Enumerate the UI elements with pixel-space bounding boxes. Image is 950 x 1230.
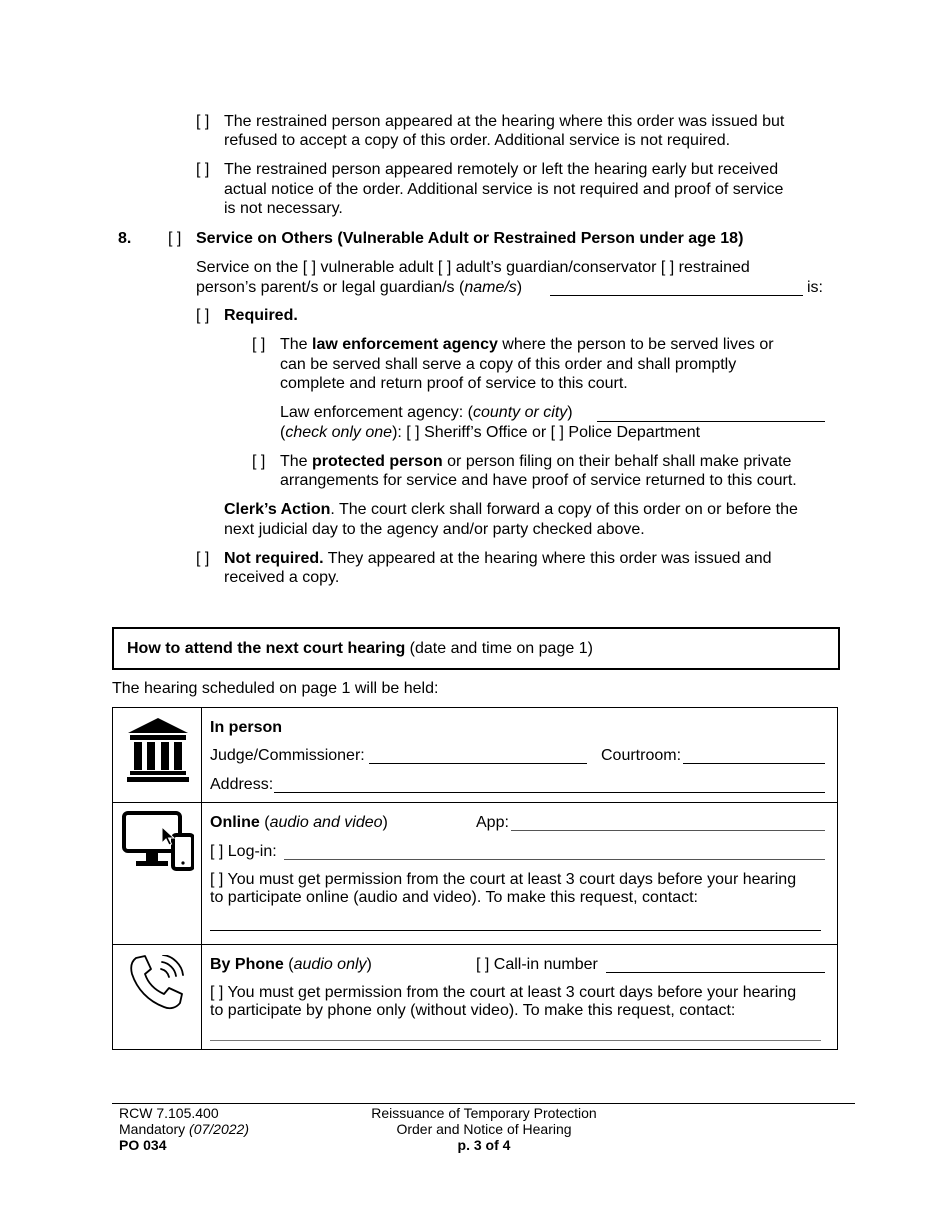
icon-cell — [113, 803, 202, 945]
courtroom-label: Courtroom: — [601, 747, 682, 764]
address-label: Address: — [210, 776, 274, 793]
text-line: is not necessary. — [224, 200, 343, 217]
text-line: The law enforcement agency where the person to be served lives or — [280, 336, 774, 353]
footer-mandatory: Mandatory (07/2022) — [119, 1121, 249, 1137]
phone-title: By Phone (audio only) — [210, 956, 372, 973]
guardian-name-line: person’s parent/s or legal guardian/s (name/s) — [196, 279, 523, 296]
login-label[interactable]: [ ] Log-in: — [210, 843, 277, 860]
courtroom-field[interactable] — [683, 746, 825, 764]
online-title: Online (audio and video) — [210, 814, 388, 831]
attend-heading-box — [112, 627, 840, 670]
text-line: arrangements for service and have proof of service returned to this court. — [280, 472, 797, 489]
section-number: 8. — [118, 230, 132, 247]
footer-doc-title: Reissuance of Temporary Protection — [371, 1105, 597, 1121]
text-line: complete and return proof of service to this court. — [280, 375, 628, 392]
text-line: can be served shall serve a copy of this order and shall promptly — [280, 356, 737, 373]
courthouse-icon — [127, 718, 189, 782]
callin-field[interactable] — [606, 955, 825, 973]
checkbox-protected-person[interactable]: [ ] — [252, 453, 266, 470]
footer-doc-title: Order and Notice of Hearing — [396, 1121, 572, 1137]
online-permission-line[interactable]: [ ] You must get permission from the court at least 3 court days before your hearing — [210, 871, 797, 888]
phone-cell — [202, 945, 838, 1050]
checkbox-not-required[interactable]: [ ] — [196, 550, 210, 567]
in-person-cell — [202, 708, 838, 803]
service-targets-line: Service on the [ ] vulnerable adult [ ] adult’s guardian/conservator [ ] restrained — [196, 259, 750, 276]
text-line: received a copy. — [224, 569, 340, 586]
footer-divider — [112, 1103, 855, 1104]
computer-phone-icon — [122, 811, 194, 871]
text-line: refused to accept a copy of this order. Additional service is not required. — [224, 132, 731, 149]
guardian-name-field[interactable] — [550, 278, 803, 296]
is-label: is: — [807, 279, 823, 296]
online-cell — [202, 803, 838, 945]
agency-type-choice[interactable]: (check only one): [ ] Sheriff’s Office or [ ] Police Department — [280, 424, 701, 441]
login-field[interactable] — [284, 842, 825, 860]
text-line: to participate by phone only (without video). To make this request, contact: — [210, 1002, 736, 1019]
text-line: The restrained person appeared remotely or left the hearing early but received — [224, 161, 779, 178]
phone-contact-field[interactable] — [210, 1023, 821, 1041]
in-person-title: In person — [210, 719, 283, 736]
table-row-phone — [113, 945, 838, 1050]
footer-rcw: RCW 7.105.400 — [119, 1105, 219, 1121]
app-field[interactable] — [511, 813, 825, 831]
address-field[interactable] — [274, 775, 825, 793]
footer-page-number: p. 3 of 4 — [457, 1137, 511, 1153]
icon-cell — [113, 945, 202, 1050]
text-line: to participate online (audio and video). To make this request, contact: — [210, 889, 698, 906]
online-contact-field[interactable] — [210, 913, 821, 931]
checkbox-remote-notice[interactable]: [ ] — [196, 161, 210, 178]
agency-label: Law enforcement agency: (county or city) — [280, 404, 573, 421]
text-line: actual notice of the order. Additional service is not required and proof of service — [224, 181, 784, 198]
text-line: The restrained person appeared at the hearing where this order was issued but — [224, 113, 785, 130]
text-line: Not required. They appeared at the hearing where this order was issued and — [224, 550, 772, 567]
app-label: App: — [476, 814, 509, 831]
text-line: next judicial day to the agency and/or party checked above. — [224, 521, 645, 538]
footer-form-number: PO 034 — [119, 1137, 167, 1153]
judge-label: Judge/Commissioner: — [210, 747, 365, 764]
attend-intro: The hearing scheduled on page 1 will be held: — [112, 680, 439, 697]
footer-center — [334, 1105, 634, 1153]
footer-left — [119, 1105, 249, 1153]
callin-label[interactable]: [ ] Call-in number — [476, 956, 598, 973]
section-title: Service on Others (Vulnerable Adult or Restrained Person under age 18) — [196, 230, 744, 247]
required-label: Required. — [224, 307, 298, 324]
checkbox-refused-copy[interactable]: [ ] — [196, 113, 210, 130]
judge-field[interactable] — [369, 746, 587, 764]
agency-field[interactable] — [597, 403, 825, 422]
attend-heading: How to attend the next court hearing (date and time on page 1) — [127, 640, 593, 657]
checkbox-law-enforcement[interactable]: [ ] — [252, 336, 266, 353]
table-row-in-person — [113, 708, 838, 803]
clerk-action: Clerk’s Action. The court clerk shall forward a copy of this order on or before the — [224, 501, 798, 518]
table-row-online — [113, 803, 838, 945]
checkbox-service-on-others[interactable]: [ ] — [168, 230, 182, 247]
hearing-methods-table — [112, 707, 838, 1050]
icon-cell — [113, 708, 202, 803]
phone-permission-line[interactable]: [ ] You must get permission from the court at least 3 court days before your hearing — [210, 984, 797, 1001]
phone-icon — [128, 955, 188, 1013]
checkbox-required[interactable]: [ ] — [196, 307, 210, 324]
text-line: The protected person or person filing on their behalf shall make private — [280, 453, 792, 470]
